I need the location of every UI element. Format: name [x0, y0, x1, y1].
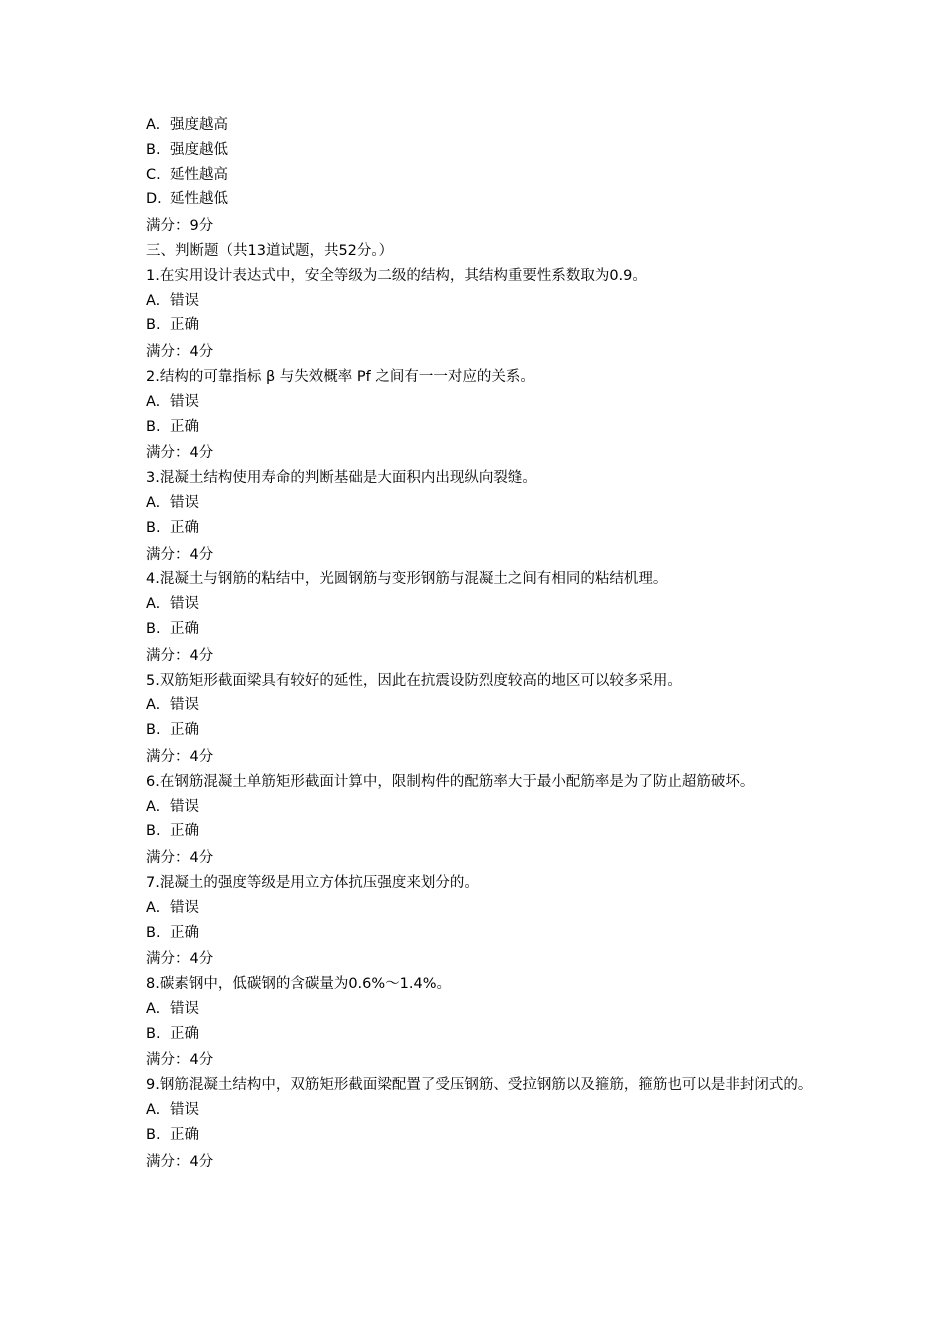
question-list: [146, 264, 836, 1175]
question-score: 满分：4分: [146, 748, 214, 765]
question-score: 满分：4分: [146, 1052, 214, 1069]
option-b: B. 正确: [146, 722, 199, 739]
question-text: 8.碳素钢中，低碳钢的含碳量为0.6%～1.4%。: [146, 976, 452, 993]
option-a: A. 强度越高: [146, 117, 228, 133]
question-item: [146, 365, 836, 466]
question-score: 满分：4分: [146, 951, 214, 968]
prev-question-options: [146, 113, 836, 239]
question-item: [146, 1073, 836, 1174]
option-a: A. 错误: [146, 596, 199, 613]
question-item: [146, 871, 836, 972]
question-text: 3.混凝土结构使用寿命的判断基础是大面积内出现纵向裂缝。: [146, 470, 537, 487]
option-a: A. 错误: [146, 393, 199, 410]
option-b: B. 正确: [146, 620, 199, 637]
option-b: B. 正确: [146, 418, 199, 435]
document-page: [146, 113, 836, 1174]
section-title: 三、判断题（共13道试题，共52分。）: [146, 242, 394, 259]
question-score: 满分：4分: [146, 546, 214, 563]
question-text: 1.在实用设计表达式中，安全等级为二级的结构，其结构重要性系数取为0.9。: [146, 267, 647, 284]
question-score: 满分：4分: [146, 344, 214, 361]
option-b: B. 正确: [146, 519, 199, 536]
question-text: 7.混凝土的强度等级是用立方体抗压强度来划分的。: [146, 874, 479, 891]
question-score: 满分：4分: [146, 647, 214, 664]
option-c: C. 延性越高: [146, 166, 228, 183]
question-item: [146, 972, 836, 1073]
option-a: A. 错误: [146, 899, 199, 916]
question-item: [146, 264, 836, 365]
question-text: 4.混凝土与钢筋的粘结中，光圆钢筋与变形钢筋与混凝土之间有相同的粘结机理。: [146, 571, 668, 588]
question-score: 满分：4分: [146, 850, 214, 867]
option-a: A. 错误: [146, 697, 199, 714]
option-a: A. 错误: [146, 1102, 199, 1119]
question-item: [146, 669, 836, 770]
question-text: 9.钢筋混凝土结构中，双筋矩形截面梁配置了受压钢筋、受拉钢筋以及箍筋，箍筋也可以是非封闭式的。: [146, 1077, 813, 1094]
question-text: 2.结构的可靠指标 β 与失效概率 Pf 之间有一一对应的关系。: [146, 368, 535, 385]
option-b: B. 正确: [146, 317, 199, 334]
question-item: [146, 567, 836, 668]
option-b: B. 正确: [146, 1126, 199, 1143]
option-b: B. 正确: [146, 1025, 199, 1042]
option-b: B. 正确: [146, 924, 199, 941]
question-item: [146, 770, 836, 871]
option-a: A. 错误: [146, 292, 199, 309]
question-item: [146, 466, 836, 567]
question-score: 满分：4分: [146, 1153, 214, 1170]
option-a: A. 错误: [146, 1000, 199, 1017]
option-b: B. 正确: [146, 823, 199, 840]
option-b: B. 强度越低: [146, 141, 228, 158]
option-d: D. 延性越低: [146, 191, 228, 208]
question-score: 满分：4分: [146, 445, 214, 462]
option-a: A. 错误: [146, 798, 199, 815]
question-text: 6.在钢筋混凝土单筋矩形截面计算中，限制构件的配筋率大于最小配筋率是为了防止超筋破坏。: [146, 773, 755, 790]
question-score: 满分：9分: [146, 218, 214, 235]
question-text: 5.双筋矩形截面梁具有较好的延性，因此在抗震设防烈度较高的地区可以较多采用。: [146, 672, 682, 689]
option-a: A. 错误: [146, 494, 199, 511]
